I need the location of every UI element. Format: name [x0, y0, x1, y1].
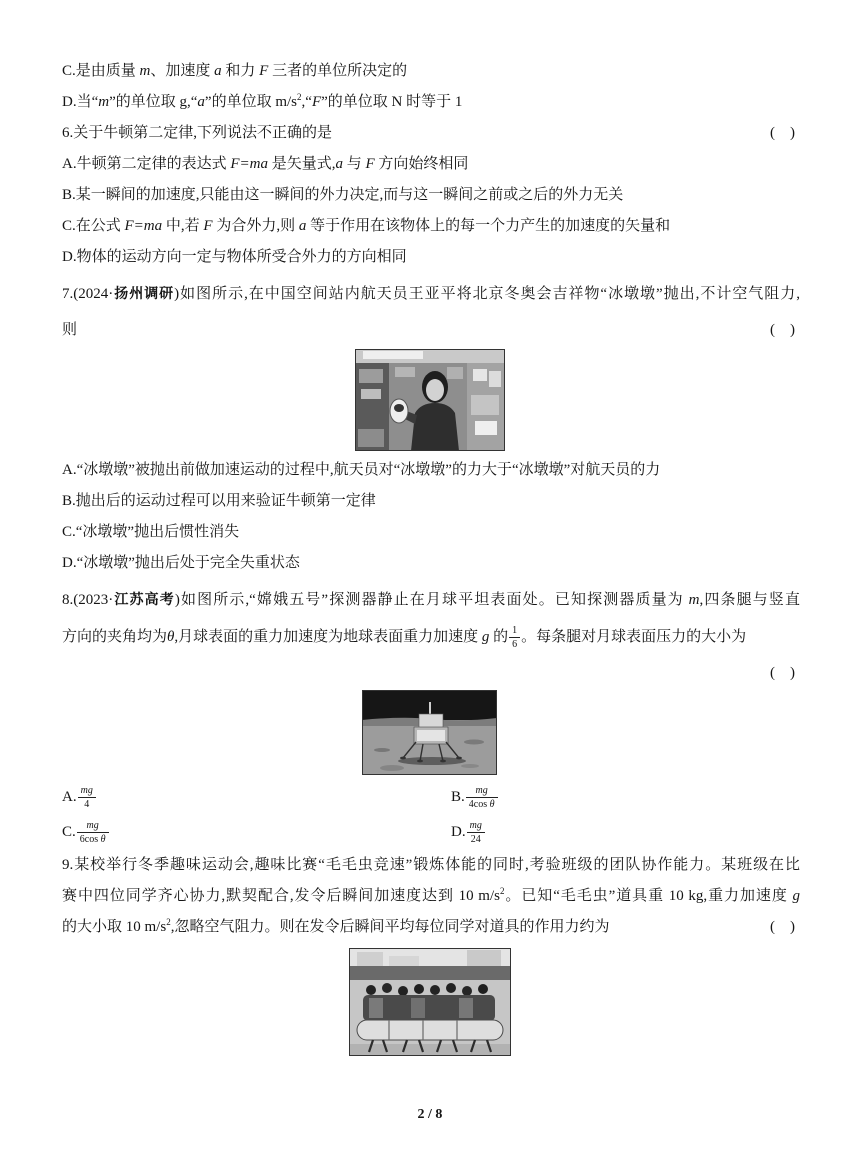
space-station-photo [355, 349, 505, 451]
source-tag: 江苏高考 [113, 592, 175, 608]
stem-text: 的大小取 10 m/s [62, 919, 167, 935]
option-text: 等于作用在该物体上的每一个力产生的加速度的矢量和 [306, 218, 671, 234]
student-head [382, 983, 392, 993]
stem-text: 7.(2024· [62, 286, 114, 302]
student-head [446, 983, 456, 993]
option-text: 为合外力,则 [212, 218, 299, 234]
q7-option-c: C.“冰墩墩”抛出后惯性消失 [62, 524, 240, 540]
source-tag: 扬州调研 [113, 286, 175, 302]
wall-panel [471, 395, 499, 415]
formula: F=ma [124, 218, 163, 234]
var-m: m [688, 592, 700, 608]
var-a: a [335, 156, 343, 172]
mascot-face [394, 404, 404, 412]
lander-foot [417, 760, 423, 763]
option-text: 与 [342, 156, 366, 172]
option-label: D. [451, 824, 466, 840]
lander-foot [400, 757, 406, 760]
q7-option-a: A.“冰墩墩”被抛出前做加速运动的过程中,航天员对“冰墩墩”的力大于“冰墩墩”对航天员的力 [62, 462, 661, 478]
student-head [462, 986, 472, 996]
option-fraction [78, 785, 96, 810]
fraction-denominator: 4 [84, 799, 90, 811]
option-text: D.当“ [62, 94, 99, 110]
option-text: ,“ [301, 94, 312, 110]
var-a: a [214, 63, 222, 79]
q7-stem-end: 则 [62, 322, 78, 338]
wall-panel [395, 367, 415, 377]
var-theta: θ [167, 629, 175, 645]
var-f: F [259, 63, 269, 79]
stem-text: 。每条腿对月球表面压力的大小为 [521, 629, 747, 645]
option-text: 和力 [221, 63, 260, 79]
var-f: F [365, 156, 375, 172]
option-label: C. [62, 824, 76, 840]
fraction-denominator [77, 833, 109, 845]
lander-foil [417, 730, 445, 741]
var-theta: θ [489, 799, 495, 811]
q5-option-d [62, 87, 762, 118]
superscript: 2 [499, 886, 505, 896]
stem-text: 方向的夹角均为 [62, 629, 168, 645]
formula: F=ma [230, 156, 268, 172]
wall-label [473, 369, 487, 381]
var-m: m [139, 63, 151, 79]
stem-text: )如图所示,在中国空间站内航天员王亚平将北京冬奥会吉祥物“冰墩墩”抛出,不计空气阻力, [174, 286, 800, 302]
q7-option-d: D.“冰墩墩”抛出后处于完全失重状态 [62, 555, 300, 571]
student-head [366, 985, 376, 995]
astronaut-body [411, 403, 459, 451]
wall-label [489, 371, 501, 387]
var-theta: θ [100, 834, 106, 846]
var-f: F [311, 94, 322, 110]
caterpillar-race-photo [349, 948, 511, 1056]
track-ground [349, 1044, 511, 1056]
q6-option-c [62, 211, 762, 242]
stem-text: )如图所示,“嫦娥五号”探测器静止在月球平坦表面处。已知探测器质量为 [174, 592, 689, 608]
student-shirt [369, 998, 383, 1018]
fraction-denominator: 24 [470, 834, 481, 846]
wall-panel [447, 367, 463, 379]
lander-ascender [419, 714, 443, 728]
student-shirt [459, 998, 473, 1018]
wall-label [475, 421, 497, 435]
option-text: A.牛顿第二定律的表达式 [62, 156, 231, 172]
student-head [414, 984, 424, 994]
lunar-lander-photo [362, 690, 497, 775]
denominator-text: 6cos [79, 834, 101, 846]
wall-panel [358, 429, 384, 447]
crater [464, 740, 484, 745]
option-fraction [77, 820, 109, 845]
option-text: C.是由质量 [62, 63, 140, 79]
student-head [430, 985, 440, 995]
q6-stem: 6.关于牛顿第二定律,下列说法不正确的是 [62, 125, 333, 141]
var-a: a [197, 94, 205, 110]
lander-foot [456, 757, 462, 760]
option-text: 、加速度 [150, 63, 215, 79]
stem-text: 赛中四位同学齐心协力,默契配合,发令后瞬间加速度达到 10 m/s [62, 888, 500, 904]
crater [461, 764, 479, 768]
q9-answer-blank: ( ) [770, 919, 795, 935]
option-text: ”的单位取 N 时等于 1 [321, 94, 463, 110]
var-a: a [298, 218, 307, 234]
q5-option-c [62, 56, 762, 87]
fraction-numerator: mg [466, 785, 498, 798]
superscript: 2 [166, 917, 171, 927]
superscript: 2 [297, 92, 302, 102]
option-text: ”的单位取 m/s [204, 94, 298, 110]
q7-answer-blank: ( ) [770, 322, 795, 338]
wall-panel [361, 389, 381, 399]
q8-option-b [451, 782, 499, 813]
fraction-numerator: mg [78, 785, 96, 798]
var-m: m [98, 94, 110, 110]
tree-line [349, 966, 511, 980]
q8-stem [62, 585, 800, 616]
q8-option-d [451, 817, 486, 848]
q6-option-b: B.某一瞬间的加速度,只能由这一瞬间的外力决定,而与这一瞬间之前或之后的外力无关 [62, 187, 624, 203]
ceiling-light [363, 351, 423, 359]
astronaut-face [426, 379, 444, 401]
option-fraction [466, 785, 498, 810]
q9-stem: 9.某校举行冬季趣味运动会,趣味比赛“毛毛虫竞速”锻炼体能的同时,考验班级的团队协作能力。某班级在比 [62, 857, 800, 873]
stem-text: 的 [489, 629, 509, 645]
stem-text: 。已知“毛毛虫”道具重 10 kg,重力加速度 [504, 888, 793, 904]
fraction-numerator: mg [467, 820, 485, 833]
q8-answer-blank: ( ) [770, 665, 795, 681]
option-label: B. [451, 789, 465, 805]
q7-option-b: B.抛出后的运动过程可以用来验证牛顿第一定律 [62, 493, 376, 509]
stem-text: ,四条腿与竖直 [699, 592, 800, 608]
crater [380, 765, 404, 771]
option-text: 中,若 [162, 218, 204, 234]
q8-option-c [62, 817, 110, 848]
fraction-numerator: 1 [509, 625, 520, 638]
q8-stem-line2 [62, 622, 800, 653]
option-text: 是矢量式, [267, 156, 336, 172]
var-f: F [203, 218, 213, 234]
student-head [398, 986, 408, 996]
var-g: g [481, 629, 490, 645]
option-fraction [467, 820, 485, 845]
crater [374, 748, 390, 752]
q6-answer-blank: ( ) [770, 125, 795, 141]
fraction-one-sixth [509, 625, 520, 650]
option-label: A. [62, 789, 77, 805]
option-text: C.在公式 [62, 218, 125, 234]
q6-option-a [62, 149, 762, 180]
lander-shadow [398, 757, 466, 765]
stem-text: 8.(2023· [62, 592, 114, 608]
fraction-numerator: mg [77, 820, 109, 833]
fraction-denominator [466, 798, 498, 810]
caterpillar-prop [357, 1020, 503, 1040]
stem-text: ,忽略空气阻力。则在发令后瞬间平均每位同学对道具的作用力约为 [170, 919, 610, 935]
option-text: 三者的单位所决定的 [268, 63, 408, 79]
student-head [478, 984, 488, 994]
fraction-denominator: 6 [512, 639, 518, 651]
wall-panel [359, 369, 383, 383]
q9-stem-line2 [62, 881, 800, 912]
stem-text: ,月球表面的重力加速度为地球表面重力加速度 [174, 629, 482, 645]
option-text: ”的单位取 g,“ [109, 94, 198, 110]
var-g: g [792, 888, 800, 904]
q6-option-d: D.物体的运动方向一定与物体所受合外力的方向相同 [62, 249, 407, 265]
student-shirt [411, 998, 425, 1018]
option-text: 方向始终相同 [374, 156, 469, 172]
q9-stem-line3 [62, 912, 762, 943]
denominator-text: 4cos [468, 799, 490, 811]
lander-foot [440, 760, 446, 763]
page-number: 2 / 8 [417, 1107, 443, 1122]
q8-option-a [62, 782, 97, 813]
q7-stem [62, 279, 800, 310]
